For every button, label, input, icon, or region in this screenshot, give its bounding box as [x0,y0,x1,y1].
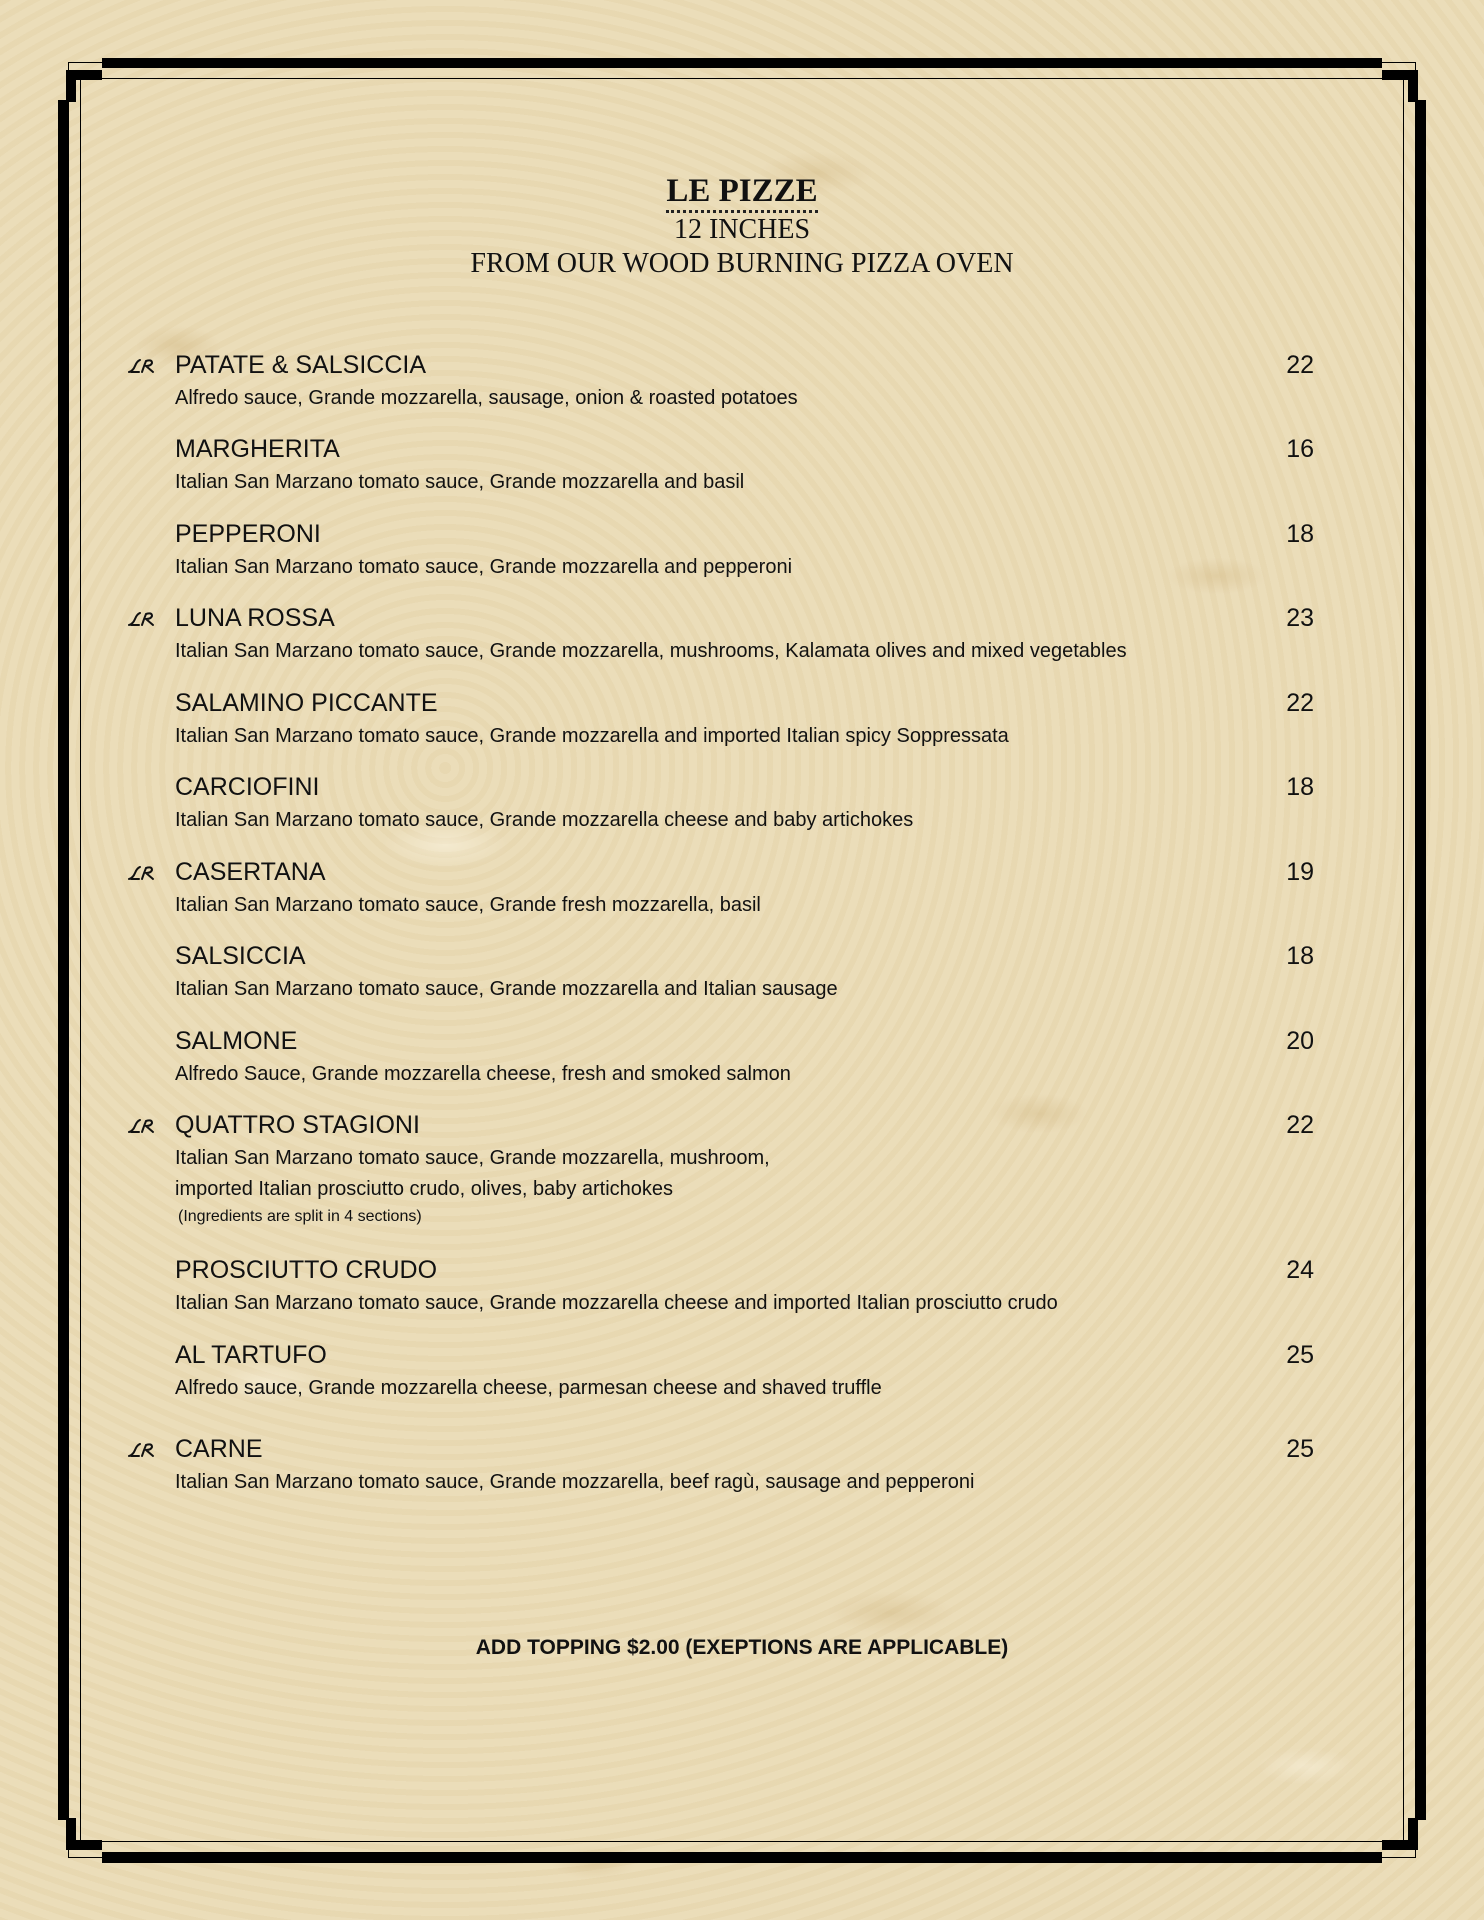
item-price: 18 [1286,773,1314,801]
pizza-size: 12 INCHES [673,214,811,245]
item-description: Alfredo sauce, Grande mozzarella, sausage, onion & roasted potatoes [175,387,798,409]
item-price: 22 [1286,1111,1314,1139]
item-price: 19 [1286,858,1314,886]
item-description: Alfredo sauce, Grande mozzarella cheese, parmesan cheese and shaved truffle [175,1377,882,1399]
item-description: Italian San Marzano tomato sauce, Grande mozzarella cheese and imported Italian prosciutto crudo [175,1292,1058,1314]
item-price: 18 [1286,520,1314,548]
item-name: CARCIOFINI [175,773,320,801]
item-description: Italian San Marzano tomato sauce, Grande mozzarella and basil [175,471,745,493]
topping-note: ADD TOPPING $2.00 (EXEPTIONS ARE APPLICABLE) [475,1636,1009,1659]
item-name: QUATTRO STAGIONI [175,1111,420,1139]
frame-top-bar [102,58,1382,68]
item-name: MARGHERITA [175,435,340,463]
item-name: SALAMINO PICCANTE [175,689,438,717]
item-price: 25 [1286,1435,1314,1463]
item-price: 20 [1286,1027,1314,1055]
frame-corner [1408,1818,1418,1850]
item-price: 18 [1286,942,1314,970]
item-description: Italian San Marzano tomato sauce, Grande mozzarella, mushroom, [175,1147,770,1169]
item-description: Italian San Marzano tomato sauce, Grande mozzarella, beef ragù, sausage and pepperoni [175,1471,975,1493]
item-name: CASERTANA [175,858,326,886]
item-price: 25 [1286,1341,1314,1369]
frame-left-bar [58,100,69,1820]
item-description: Italian San Marzano tomato sauce, Grande mozzarella and pepperoni [175,556,793,578]
item-name: PATATE & SALSICCIA [175,351,426,379]
item-price: 22 [1286,689,1314,717]
page-subtitle: FROM OUR WOOD BURNING PIZZA OVEN [470,248,1014,279]
item-description: Italian San Marzano tomato sauce, Grande mozzarella, mushrooms, Kalamata olives and mixed vegetables [175,640,1127,662]
item-description-continued: imported Italian prosciutto crudo, olives, baby artichokes [175,1178,674,1200]
frame-right-bar [1415,100,1426,1820]
lr-logo-icon [127,358,155,374]
item-name: SALSICCIA [175,942,306,970]
item-name: PEPPERONI [175,520,321,548]
lr-logo-icon [127,1118,155,1134]
lr-logo-icon [127,1442,155,1458]
frame-corner [66,1818,76,1850]
item-name: PROSCIUTTO CRUDO [175,1256,438,1284]
menu-header [0,172,1484,281]
frame-corner [66,70,76,102]
item-name: SALMONE [175,1027,298,1055]
lr-logo-icon [127,611,155,627]
item-price: 24 [1286,1256,1314,1284]
item-name: LUNA ROSSA [175,604,335,632]
frame-bottom-bar [102,1852,1382,1863]
page-title: LE PIZZE [666,172,817,213]
item-price: 16 [1286,435,1314,463]
item-description: Italian San Marzano tomato sauce, Grande mozzarella and Italian sausage [175,978,838,1000]
item-description: Italian San Marzano tomato sauce, Grande mozzarella cheese and baby artichokes [175,809,914,831]
item-price: 23 [1286,604,1314,632]
item-name: AL TARTUFO [175,1341,327,1369]
item-name: CARNE [175,1435,263,1463]
item-description: Italian San Marzano tomato sauce, Grande mozzarella and imported Italian spicy Soppressata [175,725,1009,747]
item-note: (Ingredients are split in 4 sections) [178,1208,422,1225]
item-description: Italian San Marzano tomato sauce, Grande fresh mozzarella, basil [175,894,761,916]
frame-corner [1408,70,1418,102]
item-description: Alfredo Sauce, Grande mozzarella cheese, fresh and smoked salmon [175,1063,791,1085]
item-price: 22 [1286,351,1314,379]
lr-logo-icon [127,865,155,881]
